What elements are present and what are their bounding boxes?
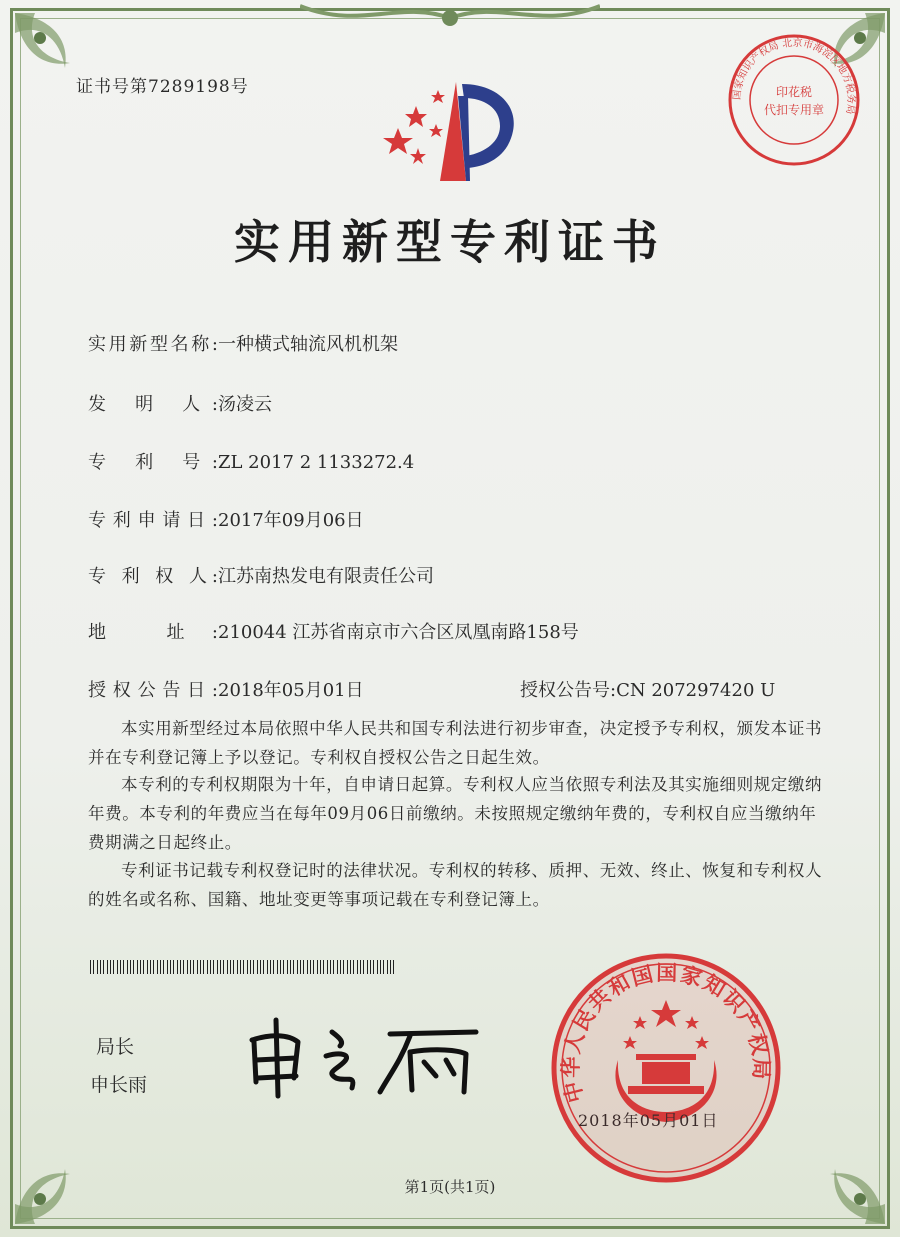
barcode-bar xyxy=(330,960,331,974)
barcode-bar xyxy=(350,960,351,974)
barcode-bar xyxy=(207,960,208,974)
field-label: 专利申请日: xyxy=(88,510,218,531)
field-value: 一种横式轴流风机机架 xyxy=(218,334,398,355)
barcode-bar xyxy=(260,960,261,974)
barcode-bar xyxy=(140,960,141,974)
page-footer: 第1页(共1页) xyxy=(404,1178,496,1196)
barcode-bar xyxy=(333,960,334,974)
barcode-bar xyxy=(280,960,281,974)
tax-stamp-ring-text: 国家知识产权局 北京市海淀区地方税务局 xyxy=(731,37,857,115)
field-grant-date xyxy=(88,676,364,702)
field-label: 授权公告日: xyxy=(88,680,218,701)
barcode-bar xyxy=(327,960,328,974)
official-seal-icon xyxy=(548,950,784,1186)
barcode-bar xyxy=(357,960,358,974)
barcode-bar xyxy=(353,960,354,974)
barcode-bar xyxy=(323,960,324,974)
barcode-bar xyxy=(337,960,338,974)
field-patent-number xyxy=(88,448,414,474)
barcode-bar xyxy=(220,960,221,974)
barcode-bar xyxy=(257,960,258,974)
corner-ornament-icon xyxy=(770,1109,890,1229)
barcode-bar xyxy=(210,960,211,974)
handwritten-signature-icon xyxy=(240,1012,480,1102)
barcode-bar xyxy=(180,960,181,974)
barcode-bar xyxy=(377,960,378,974)
barcode-bar xyxy=(387,960,388,974)
barcode-bar xyxy=(243,960,244,974)
tax-stamp-line1: 印花税 xyxy=(775,85,813,99)
barcode-bar xyxy=(303,960,304,974)
field-value: ZL 2017 2 1133272.4 xyxy=(218,452,415,473)
barcode-icon xyxy=(90,960,395,974)
barcode-bar xyxy=(187,960,188,974)
field-value: 210044 江苏省南京市六合区凤凰南路158号 xyxy=(218,622,579,643)
barcode-bar xyxy=(287,960,288,974)
barcode-bar xyxy=(130,960,131,974)
barcode-bar xyxy=(100,960,101,974)
barcode-bar xyxy=(150,960,151,974)
barcode-bar xyxy=(230,960,231,974)
barcode-bar xyxy=(223,960,224,974)
field-utility-name xyxy=(88,330,398,356)
barcode-bar xyxy=(183,960,184,974)
corner-ornament-icon xyxy=(10,1109,130,1229)
barcode-bar xyxy=(217,960,218,974)
barcode-bar xyxy=(167,960,168,974)
field-announcement-number xyxy=(520,676,775,702)
barcode-bar xyxy=(307,960,308,974)
barcode-bar xyxy=(127,960,128,974)
barcode-bar xyxy=(153,960,154,974)
seal-date: 2018年05月01日 xyxy=(578,1111,719,1130)
paragraph-2: 本专利的专利权期限为十年，自申请日起算。专利权人应当依照专利法及其实施细则规定缴纳年费。本专利的年费应当在每年09月06日前缴纳。未按照规定缴纳年费的，专利权自应当缴纳年费期满之日起终止。 xyxy=(88,775,823,852)
field-value: 江苏南热发电有限责任公司 xyxy=(218,566,434,587)
barcode-bar xyxy=(177,960,178,974)
barcode-bar xyxy=(283,960,284,974)
barcode-bar xyxy=(390,960,391,974)
top-ornament-icon xyxy=(300,0,600,40)
barcode-bar xyxy=(170,960,171,974)
barcode-bar xyxy=(313,960,314,974)
field-label: 实用新型名称: xyxy=(88,334,218,355)
barcode-bar xyxy=(290,960,291,974)
barcode-bar xyxy=(270,960,271,974)
barcode-bar xyxy=(297,960,298,974)
barcode-bar xyxy=(247,960,248,974)
barcode-bar xyxy=(273,960,274,974)
barcode-bar xyxy=(120,960,121,974)
barcode-bar xyxy=(233,960,234,974)
field-label: 发 明 人: xyxy=(88,394,218,415)
paragraph-1: 本实用新型经过本局依照中华人民共和国专利法进行初步审查，决定授予专利权，颁发本证书并在专利登记簿上予以登记。专利权自授权公告之日起生效。 xyxy=(88,719,823,767)
certificate-number: 证书号第7289198号 xyxy=(76,77,249,97)
field-value: 2018年05月01日 xyxy=(218,680,364,701)
field-inventor xyxy=(88,390,272,416)
barcode-bar xyxy=(110,960,111,974)
barcode-bar xyxy=(320,960,321,974)
signatory-name: 申长雨 xyxy=(90,1074,148,1096)
paragraph-3: 专利证书记载专利权登记时的法律状况。专利权的转移、质押、无效、终止、恢复和专利权人的姓名或名称、国籍、地址变更等事项记载在专利登记簿上。 xyxy=(88,861,823,909)
barcode-bar xyxy=(363,960,364,974)
tax-stamp-icon xyxy=(724,30,864,170)
field-value: CN 207297420 U xyxy=(616,680,776,701)
barcode-bar xyxy=(393,960,394,974)
barcode-bar xyxy=(117,960,118,974)
barcode-bar xyxy=(190,960,191,974)
barcode-bar xyxy=(360,960,361,974)
corner-ornament-icon xyxy=(10,8,130,128)
field-patentee xyxy=(88,562,434,588)
barcode-bar xyxy=(113,960,114,974)
barcode-bar xyxy=(383,960,384,974)
barcode-bar xyxy=(343,960,344,974)
barcode-bar xyxy=(90,960,91,974)
barcode-bar xyxy=(373,960,374,974)
barcode-bar xyxy=(240,960,241,974)
signatory-title: 局长 xyxy=(96,1036,135,1058)
barcode-bar xyxy=(300,960,301,974)
patent-office-logo-icon xyxy=(378,76,528,186)
barcode-bar xyxy=(310,960,311,974)
barcode-bar xyxy=(103,960,104,974)
page-title: 实用新型专利证书 xyxy=(234,215,666,269)
barcode-bar xyxy=(107,960,108,974)
barcode-bar xyxy=(277,960,278,974)
barcode-bar xyxy=(293,960,294,974)
field-label: 专 利 号: xyxy=(88,452,218,473)
barcode-bar xyxy=(253,960,254,974)
barcode-bar xyxy=(123,960,124,974)
barcode-bar xyxy=(317,960,318,974)
barcode-bar xyxy=(200,960,201,974)
field-value: 汤凌云 xyxy=(218,394,272,415)
field-label: 地 址: xyxy=(88,622,218,643)
tax-stamp-line2: 代扣专用章 xyxy=(763,103,825,117)
field-label: 授权公告号: xyxy=(520,680,617,701)
barcode-bar xyxy=(267,960,268,974)
field-label: 专 利 权 人: xyxy=(88,566,218,587)
barcode-bar xyxy=(380,960,381,974)
field-application-date xyxy=(88,506,364,532)
barcode-bar xyxy=(193,960,194,974)
barcode-bar xyxy=(213,960,214,974)
barcode-bar xyxy=(370,960,371,974)
barcode-bar xyxy=(163,960,164,974)
barcode-bar xyxy=(173,960,174,974)
barcode-bar xyxy=(93,960,94,974)
barcode-bar xyxy=(227,960,228,974)
barcode-bar xyxy=(147,960,148,974)
barcode-bar xyxy=(137,960,138,974)
barcode-bar xyxy=(340,960,341,974)
field-address xyxy=(88,618,579,644)
barcode-bar xyxy=(250,960,251,974)
barcode-bar xyxy=(157,960,158,974)
barcode-bar xyxy=(367,960,368,974)
barcode-bar xyxy=(347,960,348,974)
barcode-bar xyxy=(203,960,204,974)
barcode-bar xyxy=(143,960,144,974)
barcode-bar xyxy=(263,960,264,974)
barcode-bar xyxy=(160,960,161,974)
field-value: 2017年09月06日 xyxy=(218,510,364,531)
barcode-bar xyxy=(97,960,98,974)
seal-text: 中华人民共和国国家知识产权局 xyxy=(557,959,775,1106)
barcode-bar xyxy=(133,960,134,974)
barcode-bar xyxy=(197,960,198,974)
barcode-bar xyxy=(237,960,238,974)
